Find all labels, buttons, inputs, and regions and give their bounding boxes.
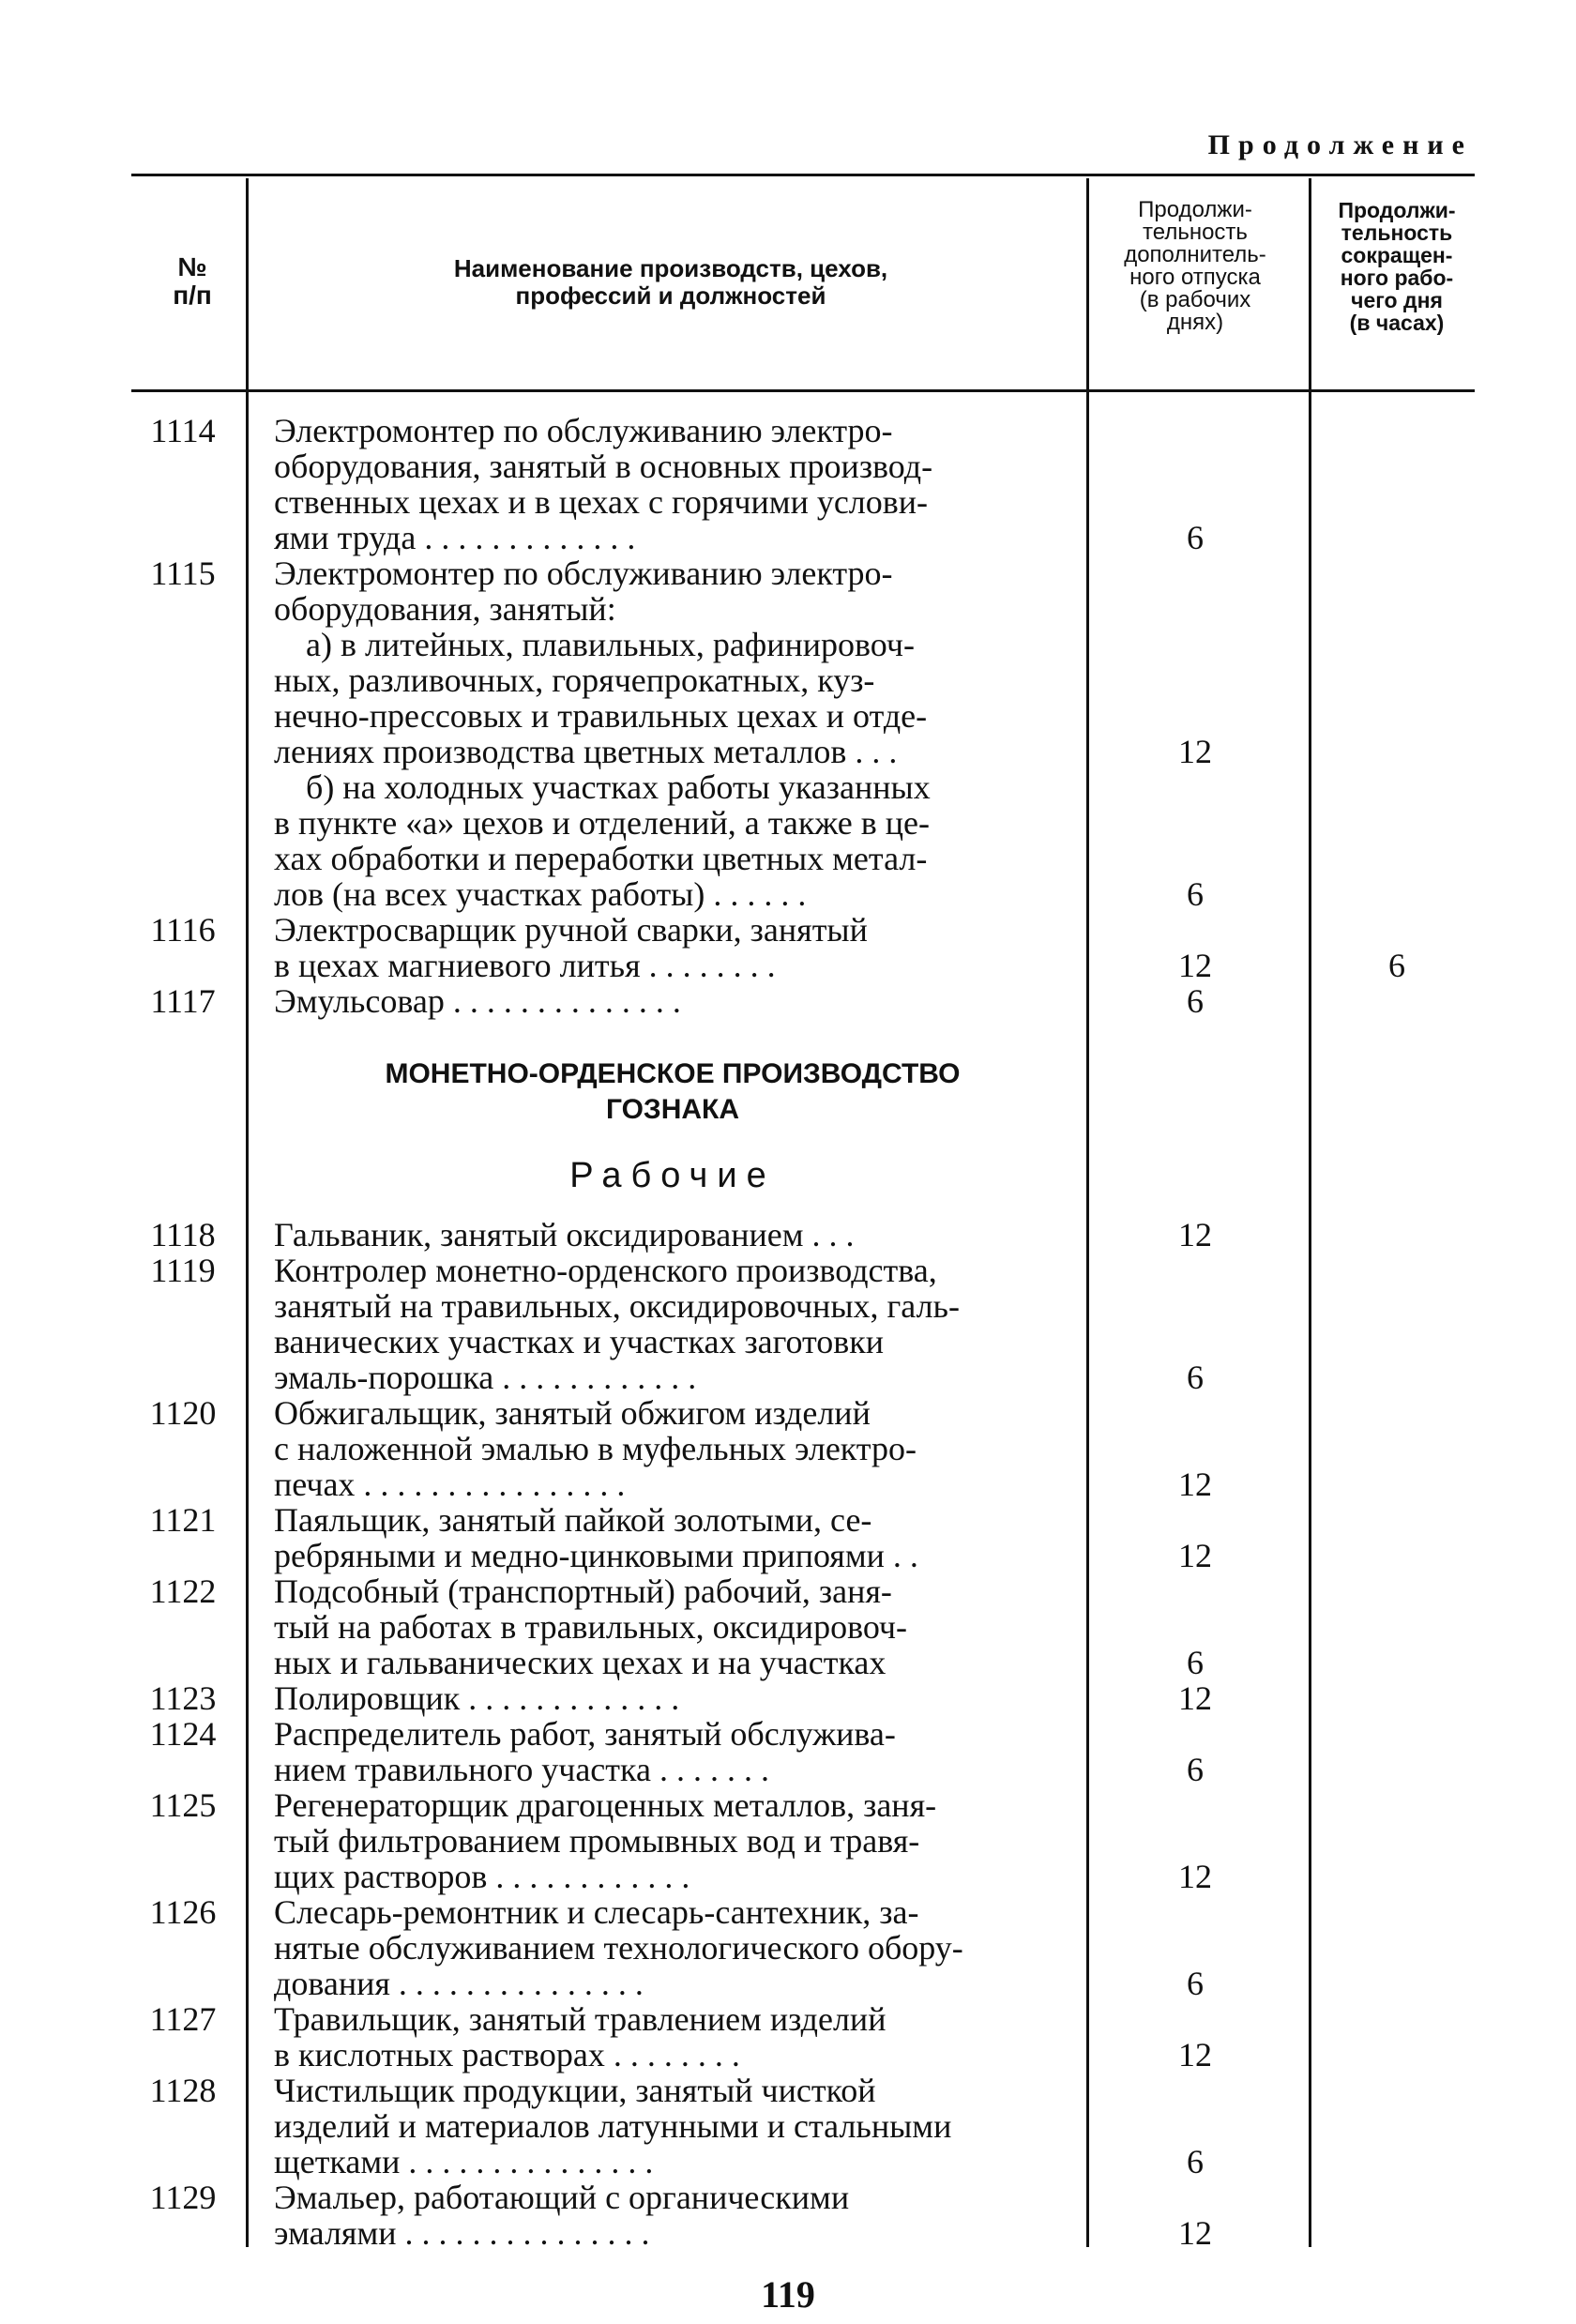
row-leave-days: 12 xyxy=(1178,2214,1212,2252)
row-number: 1120 xyxy=(149,1394,217,1432)
description-line: ями труда . . . . . . . . . . . . . xyxy=(274,519,636,556)
row-number: 1121 xyxy=(149,1501,217,1539)
table-row xyxy=(0,1217,1576,1253)
row-leave-days: 12 xyxy=(1178,1216,1212,1253)
row-description xyxy=(274,769,1071,912)
description-line: изделий и материалов латунными и стальными xyxy=(274,2107,952,2145)
table-row xyxy=(0,1395,1576,1502)
description-line: печах . . . . . . . . . . . . . . . . xyxy=(274,1466,626,1503)
row-leave-days: 12 xyxy=(1178,1537,1212,1574)
header-hours: Продолжи- тельность сокращен- ного рабо- чего дня (в часах) xyxy=(1338,198,1456,335)
table-row xyxy=(0,413,1576,555)
description-line: Паяльщик, занятый пайкой золотыми, се- xyxy=(274,1501,872,1539)
description-line: щетками . . . . . . . . . . . . . . . xyxy=(274,2143,654,2180)
row-number: 1128 xyxy=(149,2072,217,2109)
description-line: в цехах магниевого литья . . . . . . . . xyxy=(274,947,776,984)
table-row xyxy=(0,627,1576,769)
description-line: Полировщик . . . . . . . . . . . . . xyxy=(274,1679,680,1717)
header-number: № п/п xyxy=(173,252,212,310)
continuation-label: Продолжение xyxy=(1207,129,1473,160)
row-number: 1114 xyxy=(150,412,216,449)
row-number: 1126 xyxy=(149,1893,217,1931)
description-line: хах обработки и переработки цветных метал- xyxy=(274,840,928,877)
row-leave-days: 6 xyxy=(1187,1644,1204,1681)
row-description xyxy=(274,912,1071,983)
description-line: Электросварщик ручной сварки, занятый xyxy=(274,911,868,949)
row-leave-days: 6 xyxy=(1187,2143,1204,2180)
description-line: нятые обслуживанием технологического обору- xyxy=(274,1929,963,1967)
description-line: а) в литейных, плавильных, рафинировоч- xyxy=(306,626,915,663)
description-line: ственных цехах и в цехах с горячими услови- xyxy=(274,483,929,521)
rows-group-2 xyxy=(0,1217,1576,2251)
table-row xyxy=(0,769,1576,912)
description-line: б) на холодных участках работы указанных xyxy=(306,768,931,806)
description-line: Эмульсовар . . . . . . . . . . . . . . xyxy=(274,982,681,1020)
description-line: Подсобный (транспортный) рабочий, заня- xyxy=(274,1572,892,1610)
table-top-rule xyxy=(131,174,1475,176)
row-description xyxy=(274,627,1071,769)
description-line: в кислотных растворах . . . . . . . . xyxy=(274,2036,740,2073)
row-description xyxy=(274,1217,1071,1253)
description-line: Эмальер, работающий с органическими xyxy=(274,2179,850,2216)
table-row xyxy=(0,1502,1576,1573)
description-line: дования . . . . . . . . . . . . . . . xyxy=(274,1965,644,2002)
section-subtitle: Рабочие xyxy=(569,1156,776,1195)
description-line: занятый на травильных, оксидировочных, галь- xyxy=(274,1287,960,1325)
description-line: ребряными и медно-цинковыми припоями . . xyxy=(274,1537,918,1574)
description-line: с наложенной эмалью в муфельных электро- xyxy=(274,1430,917,1467)
row-number: 1116 xyxy=(150,911,216,949)
description-line: оборудования, занятый в основных производ- xyxy=(274,448,933,485)
table-row xyxy=(0,912,1576,983)
table-row xyxy=(0,1894,1576,2001)
row-description xyxy=(274,1894,1071,2001)
row-leave-days: 6 xyxy=(1187,1751,1204,1788)
row-leave-days: 12 xyxy=(1178,1679,1212,1717)
description-line: Обжигальщик, занятый обжигом изделий xyxy=(274,1394,871,1432)
table-row xyxy=(0,555,1576,627)
description-line: Травильщик, занятый травлением изделий xyxy=(274,2000,886,2038)
row-description xyxy=(274,1395,1071,1502)
description-line: тый на работах в травильных, оксидировоч- xyxy=(274,1608,907,1646)
row-description xyxy=(274,2073,1071,2180)
description-line: лениях производства цветных металлов . . . xyxy=(274,733,898,770)
row-number: 1122 xyxy=(149,1572,217,1610)
row-number: 1125 xyxy=(149,1786,217,1824)
description-line: лов (на всех участках работы) . . . . . . xyxy=(274,875,807,913)
description-line: Электромонтер по обслуживанию электро- xyxy=(274,412,893,449)
row-leave-days: 6 xyxy=(1187,982,1204,1020)
section-title: МОНЕТНО-ОРДЕНСКОЕ ПРОИЗВОДСТВО ГОЗНАКА xyxy=(385,1058,961,1125)
row-leave-days: 12 xyxy=(1178,1858,1212,1895)
description-line: Гальваник, занятый оксидированием . . . xyxy=(274,1216,855,1253)
page-number: 119 xyxy=(761,2273,815,2316)
header-bottom-rule xyxy=(131,389,1475,392)
row-workday-hours: 6 xyxy=(1388,947,1405,984)
row-number: 1118 xyxy=(150,1216,216,1253)
rows-group-1 xyxy=(0,413,1576,1019)
row-description xyxy=(274,1716,1071,1787)
description-line: эмаль-порошка . . . . . . . . . . . . xyxy=(274,1359,697,1396)
description-line: эмалями . . . . . . . . . . . . . . . xyxy=(274,2214,650,2252)
header-name: Наименование производств, цехов, профессий и должностей xyxy=(453,254,888,310)
description-line: нием травильного участка . . . . . . . xyxy=(274,1751,769,1788)
description-line: Электромонтер по обслуживанию электро- xyxy=(274,554,893,592)
description-line: Распределитель работ, занятый обслужива- xyxy=(274,1715,896,1753)
table-row xyxy=(0,1787,1576,1894)
row-leave-days: 6 xyxy=(1187,875,1204,913)
row-description xyxy=(274,1787,1071,1894)
row-leave-days: 12 xyxy=(1178,2036,1212,2073)
row-leave-days: 6 xyxy=(1187,519,1204,556)
description-line: ных и гальванических цехах и на участках xyxy=(274,1644,886,1681)
row-description xyxy=(274,1680,1071,1716)
row-description xyxy=(274,2001,1071,2073)
description-line: Чистильщик продукции, занятый чисткой xyxy=(274,2072,876,2109)
row-number: 1117 xyxy=(150,982,216,1020)
row-description xyxy=(274,1253,1071,1395)
table-row xyxy=(0,983,1576,1019)
row-number: 1129 xyxy=(149,2179,217,2216)
description-line: ванических участках и участках заготовки xyxy=(274,1323,885,1360)
row-leave-days: 6 xyxy=(1187,1965,1204,2002)
row-leave-days: 12 xyxy=(1178,1466,1212,1503)
description-line: щих растворов . . . . . . . . . . . . xyxy=(274,1858,690,1895)
table-row xyxy=(0,2180,1576,2251)
row-leave-days: 12 xyxy=(1178,947,1212,984)
row-leave-days: 12 xyxy=(1178,733,1212,770)
description-line: тый фильтрованием промывных вод и травя- xyxy=(274,1822,920,1860)
description-line: ных, разливочных, горячепрокатных, куз- xyxy=(274,661,875,699)
table-row xyxy=(0,2001,1576,2073)
description-line: Контролер монетно-орденского производства, xyxy=(274,1252,937,1289)
row-description xyxy=(274,1502,1071,1573)
description-line: нечно-прессовых и травильных цехах и отде- xyxy=(274,697,928,735)
row-number: 1119 xyxy=(150,1252,216,1289)
row-number: 1115 xyxy=(150,554,216,592)
row-number: 1123 xyxy=(149,1679,217,1717)
row-description xyxy=(274,1573,1071,1680)
table-body xyxy=(0,413,1576,2251)
header-days: Продолжи- тельность дополнитель- ного отпуска (в рабочих днях) xyxy=(1124,197,1266,335)
row-number: 1127 xyxy=(149,2000,217,2038)
row-number: 1124 xyxy=(149,1715,217,1753)
table-row xyxy=(0,1680,1576,1716)
table-row xyxy=(0,1716,1576,1787)
table-row xyxy=(0,1253,1576,1395)
row-leave-days: 6 xyxy=(1187,1359,1204,1396)
table-row xyxy=(0,2073,1576,2180)
row-description xyxy=(274,413,1071,555)
description-line: оборудования, занятый: xyxy=(274,590,616,628)
description-line: Слесарь-ремонтник и слесарь-сантехник, за- xyxy=(274,1893,919,1931)
description-line: в пункте «а» цехов и отделений, а также в це- xyxy=(274,804,930,842)
row-description xyxy=(274,983,1071,1019)
description-line: Регенераторщик драгоценных металлов, заня- xyxy=(274,1786,937,1824)
row-description xyxy=(274,2180,1071,2251)
row-description xyxy=(274,555,1071,627)
table-row xyxy=(0,1573,1576,1680)
